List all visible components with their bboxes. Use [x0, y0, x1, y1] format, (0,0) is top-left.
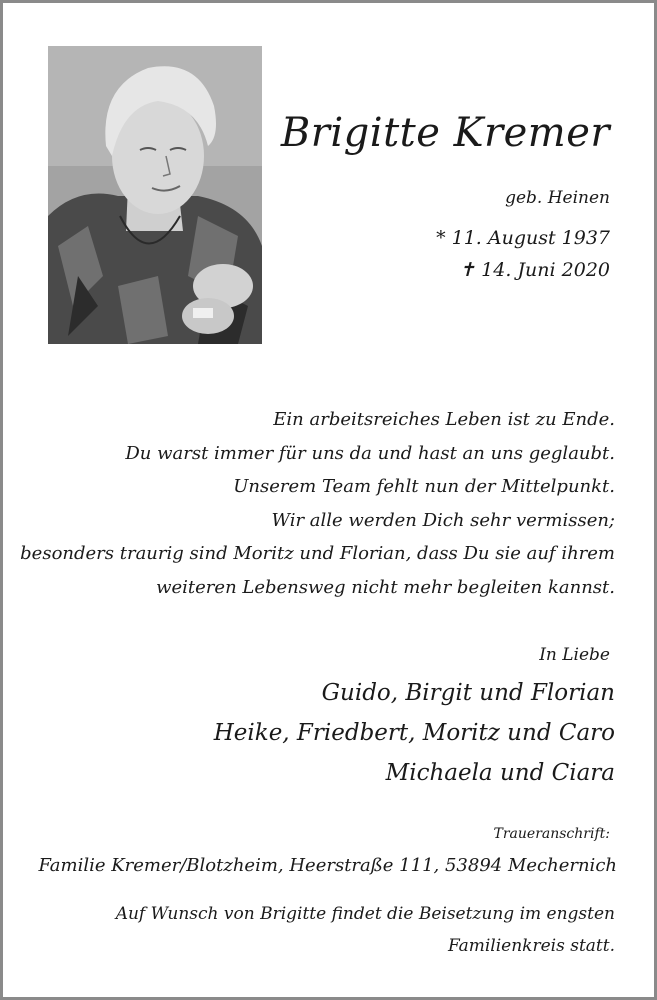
address-label: Traueranschrift:: [493, 826, 610, 842]
verse-line: weiteren Lebensweg nicht mehr begleiten kannst.: [156, 576, 615, 598]
verse-line: Unserem Team fehlt nun der Mittelpunkt.: [233, 476, 615, 497]
deceased-name: Brigitte Kremer: [280, 110, 610, 156]
birth-name: geb. Heinen: [505, 188, 610, 208]
note-line: Auf Wunsch von Brigitte findet die Beisetzung im engsten: [115, 904, 615, 924]
verse-line: Du warst immer für uns da und hast an uns geglaubt.: [125, 442, 615, 464]
verse-line: Wir alle werden Dich sehr vermissen;: [271, 509, 615, 531]
note-line: Familienkreis statt.: [447, 936, 615, 956]
mourner-line: Michaela und Ciara: [385, 760, 615, 786]
birth-date: * 11. August 1937: [436, 227, 610, 249]
memorial-verse: [20, 403, 615, 604]
mourning-address: Familie Kremer/Blotzheim, Heerstraße 111, 53894 Mechernich: [38, 855, 617, 876]
mourners-intro: In Liebe: [539, 645, 610, 665]
mourner-line: Heike, Friedbert, Moritz und Caro: [213, 720, 615, 746]
burial-note: [116, 898, 615, 962]
death-date: ✝ 14. Juni 2020: [459, 259, 610, 281]
verse-line: Ein arbeitsreiches Leben ist zu Ende.: [273, 409, 615, 430]
verse-line: besonders traurig sind Moritz und Florian, dass Du sie auf ihrem: [20, 543, 615, 564]
mourner-line: Guido, Birgit und Florian: [321, 680, 615, 706]
mourners-list: [214, 673, 615, 793]
portrait-photo: [48, 46, 262, 344]
